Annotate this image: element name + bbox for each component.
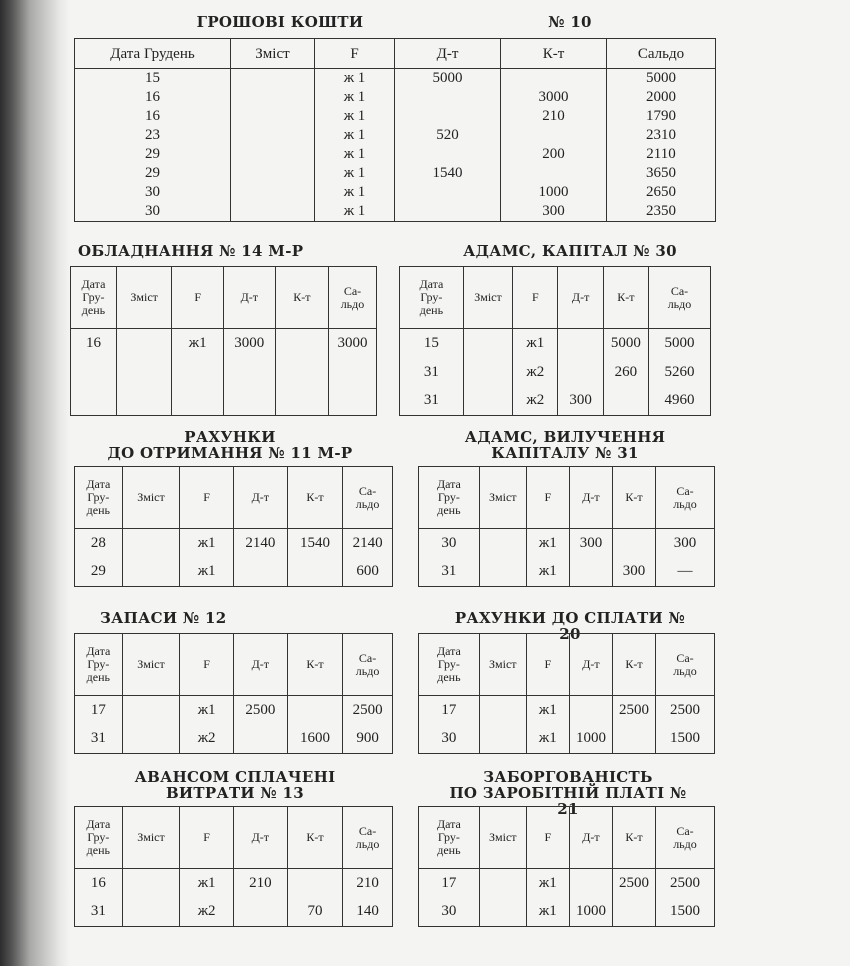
- table-row: [75, 164, 716, 183]
- table-cell: 210: [501, 107, 607, 126]
- table-cell: 31: [75, 898, 123, 927]
- table-cell: 30: [75, 183, 231, 202]
- table-cell: ж2: [180, 725, 234, 754]
- table-cell: [395, 88, 501, 107]
- table-row: [71, 329, 377, 358]
- header-cell: Д-т: [569, 807, 612, 869]
- ledger-table: [74, 466, 393, 587]
- table-cell: [231, 88, 315, 107]
- table-cell: ж 1: [315, 69, 395, 89]
- header-cell: F: [172, 267, 224, 329]
- table-cell: 1600: [287, 725, 343, 754]
- table-cell: 16: [71, 329, 117, 358]
- header-cell: К-т: [287, 634, 343, 696]
- table-cell: 2500: [656, 869, 715, 898]
- table-cell: ж 1: [315, 202, 395, 222]
- table-row: [419, 898, 715, 927]
- table-cell: [231, 126, 315, 145]
- table-cell: [223, 387, 275, 416]
- table-cell: [395, 183, 501, 202]
- table-header-row: [419, 634, 715, 696]
- table-row: [71, 387, 377, 416]
- header-cell: Дата Гру- день: [400, 267, 464, 329]
- header-cell: Зміст: [463, 267, 512, 329]
- table-cell: [501, 164, 607, 183]
- ledger-table: [399, 266, 711, 416]
- ledger-title: АВАНСОМ СПЛАЧЕНІ ВИТРАТИ № 13: [134, 768, 336, 802]
- table-header-row: [75, 39, 716, 69]
- table-cell: 2350: [607, 202, 716, 222]
- table-cell: 900: [343, 725, 393, 754]
- table-cell: [479, 696, 526, 725]
- table-header-row: [75, 467, 393, 529]
- table-cell: 16: [75, 869, 123, 898]
- table-cell: 29: [75, 164, 231, 183]
- header-cell: F: [180, 807, 234, 869]
- header-cell: К-т: [287, 467, 343, 529]
- table-cell: ж2: [513, 387, 558, 416]
- ledger-table: [418, 806, 715, 927]
- table-cell: 210: [233, 869, 287, 898]
- table-cell: 600: [343, 558, 393, 587]
- table-row: [419, 558, 715, 587]
- table-cell: 16: [75, 107, 231, 126]
- table-cell: 1500: [656, 898, 715, 927]
- table-row: [75, 529, 393, 558]
- table-cell: 300: [558, 387, 603, 416]
- table-cell: 70: [287, 898, 343, 927]
- table-cell: [231, 183, 315, 202]
- table-cell: 29: [75, 145, 231, 164]
- table-cell: 30: [419, 898, 480, 927]
- table-row: [75, 183, 716, 202]
- header-cell: Дата Грудень: [75, 39, 231, 69]
- table-cell: 5000: [649, 329, 711, 358]
- table-row: [71, 358, 377, 387]
- table-cell: 140: [343, 898, 393, 927]
- header-cell: К-т: [603, 267, 648, 329]
- header-cell: Дата Гру- день: [75, 467, 123, 529]
- table-cell: [287, 558, 343, 587]
- table-cell: [612, 725, 655, 754]
- header-cell: Зміст: [122, 807, 180, 869]
- table-cell: [231, 107, 315, 126]
- table-cell: 300: [612, 558, 655, 587]
- table-row: [419, 696, 715, 725]
- table-row: [75, 696, 393, 725]
- table-cell: 29: [75, 558, 123, 587]
- table-cell: [463, 329, 512, 358]
- table-cell: [223, 358, 275, 387]
- table-cell: [275, 387, 329, 416]
- table-cell: ж2: [513, 358, 558, 387]
- header-cell: F: [315, 39, 395, 69]
- table-cell: 31: [75, 725, 123, 754]
- header-cell: Дата Гру- день: [419, 467, 480, 529]
- table-cell: 3000: [329, 329, 377, 358]
- table-header-row: [71, 267, 377, 329]
- table-row: [75, 88, 716, 107]
- table-cell: ж1: [526, 725, 569, 754]
- header-cell: Д-т: [223, 267, 275, 329]
- table-cell: [231, 145, 315, 164]
- table-cell: [463, 387, 512, 416]
- ledger-title: ЗАБОРГОВАНІСТЬ ПО ЗАРОБІТНІЙ ПЛАТІ № 21: [449, 768, 687, 818]
- header-cell: Са- льдо: [343, 467, 393, 529]
- header-cell: F: [513, 267, 558, 329]
- header-cell: К-т: [287, 807, 343, 869]
- main-ledger-table: [74, 38, 716, 222]
- table-cell: ж1: [526, 558, 569, 587]
- ledger-title: АДАМС, ВИЛУЧЕННЯ КАПІТАЛУ № 31: [464, 428, 666, 462]
- table-cell: 31: [400, 358, 464, 387]
- table-cell: ж1: [526, 898, 569, 927]
- table-cell: ж1: [180, 558, 234, 587]
- header-cell: Д-т: [233, 807, 287, 869]
- header-cell: Са- льдо: [329, 267, 377, 329]
- table-cell: [479, 898, 526, 927]
- table-cell: [329, 387, 377, 416]
- header-cell: F: [180, 467, 234, 529]
- table-cell: [122, 529, 180, 558]
- table-cell: [122, 869, 180, 898]
- table-cell: 5000: [395, 69, 501, 89]
- header-cell: Са- льдо: [656, 807, 715, 869]
- table-cell: [612, 529, 655, 558]
- table-header-row: [419, 807, 715, 869]
- table-cell: ж 1: [315, 164, 395, 183]
- header-cell: Са- льдо: [343, 807, 393, 869]
- header-cell: Д-т: [233, 634, 287, 696]
- table-cell: [231, 164, 315, 183]
- table-cell: [275, 329, 329, 358]
- main-ledger-title: ГРОШОВІ КОШТИ: [196, 13, 364, 31]
- table-cell: [122, 558, 180, 587]
- table-cell: 31: [419, 558, 480, 587]
- table-cell: 2500: [343, 696, 393, 725]
- table-cell: [395, 202, 501, 222]
- table-cell: [479, 558, 526, 587]
- header-cell: К-т: [275, 267, 329, 329]
- header-cell: Зміст: [479, 467, 526, 529]
- header-cell: Дата Гру- день: [71, 267, 117, 329]
- header-cell: Са- льдо: [656, 467, 715, 529]
- table-cell: 16: [75, 88, 231, 107]
- table-cell: 17: [419, 696, 480, 725]
- table-cell: [71, 358, 117, 387]
- table-cell: [231, 69, 315, 89]
- header-cell: Д-т: [569, 467, 612, 529]
- table-header-row: [75, 634, 393, 696]
- table-row: [419, 529, 715, 558]
- header-cell: Зміст: [122, 467, 180, 529]
- table-cell: 1540: [287, 529, 343, 558]
- header-cell: Зміст: [479, 634, 526, 696]
- ledger-title: ЗАПАСИ № 12: [100, 609, 227, 627]
- table-cell: ж1: [180, 869, 234, 898]
- table-cell: [479, 869, 526, 898]
- header-cell: Сальдо: [607, 39, 716, 69]
- table-cell: [233, 898, 287, 927]
- table-cell: 17: [419, 869, 480, 898]
- table-cell: 1540: [395, 164, 501, 183]
- table-cell: [122, 898, 180, 927]
- table-cell: [122, 725, 180, 754]
- header-cell: К-т: [612, 467, 655, 529]
- table-cell: 30: [419, 725, 480, 754]
- table-cell: ж 1: [315, 145, 395, 164]
- table-cell: ж 1: [315, 107, 395, 126]
- header-cell: Зміст: [479, 807, 526, 869]
- ledger-table: [74, 633, 393, 754]
- table-header-row: [400, 267, 711, 329]
- table-row: [75, 898, 393, 927]
- table-cell: 2000: [607, 88, 716, 107]
- table-cell: 2140: [343, 529, 393, 558]
- header-cell: Д-т: [395, 39, 501, 69]
- table-cell: [233, 725, 287, 754]
- table-cell: [275, 358, 329, 387]
- table-row: [75, 145, 716, 164]
- table-cell: [395, 145, 501, 164]
- header-cell: Зміст: [116, 267, 172, 329]
- table-cell: 2500: [612, 869, 655, 898]
- table-cell: 2500: [656, 696, 715, 725]
- header-cell: Са- льдо: [343, 634, 393, 696]
- ledger-title: АДАМС, КАПІТАЛ № 30: [463, 242, 677, 260]
- table-cell: [479, 529, 526, 558]
- table-cell: 260: [603, 358, 648, 387]
- ledger-table: [418, 466, 715, 587]
- table-row: [400, 329, 711, 358]
- table-header-row: [75, 807, 393, 869]
- table-cell: 4960: [649, 387, 711, 416]
- table-cell: [558, 358, 603, 387]
- table-cell: 210: [343, 869, 393, 898]
- table-cell: [612, 898, 655, 927]
- table-cell: [558, 329, 603, 358]
- table-cell: [569, 869, 612, 898]
- table-row: [400, 387, 711, 416]
- table-cell: [287, 696, 343, 725]
- table-cell: [569, 558, 612, 587]
- table-cell: 1000: [569, 898, 612, 927]
- table-cell: 2310: [607, 126, 716, 145]
- table-cell: 2500: [612, 696, 655, 725]
- table-cell: ж 1: [315, 88, 395, 107]
- table-cell: 5260: [649, 358, 711, 387]
- table-cell: 15: [400, 329, 464, 358]
- table-cell: [501, 69, 607, 89]
- header-cell: Са- льдо: [656, 634, 715, 696]
- table-row: [75, 107, 716, 126]
- table-cell: ж 1: [315, 126, 395, 145]
- ledger-title: РАХУНКИ ДО СПЛАТИ № 20: [454, 609, 686, 643]
- table-cell: [172, 387, 224, 416]
- table-cell: [116, 387, 172, 416]
- table-row: [400, 358, 711, 387]
- header-cell: Зміст: [122, 634, 180, 696]
- header-cell: F: [180, 634, 234, 696]
- table-cell: 30: [75, 202, 231, 222]
- header-cell: Дата Гру- день: [419, 807, 480, 869]
- table-cell: 23: [75, 126, 231, 145]
- ledger-title: РАХУНКИ ДО ОТРИМАННЯ № 11 М-Р: [107, 428, 353, 462]
- table-cell: 3000: [223, 329, 275, 358]
- table-cell: 2110: [607, 145, 716, 164]
- table-cell: [122, 696, 180, 725]
- table-cell: [479, 725, 526, 754]
- table-cell: [329, 358, 377, 387]
- table-cell: [463, 358, 512, 387]
- table-cell: [71, 387, 117, 416]
- table-cell: 5000: [603, 329, 648, 358]
- table-cell: [395, 107, 501, 126]
- table-cell: 1000: [569, 725, 612, 754]
- page-gutter-shadow: [0, 0, 70, 966]
- table-cell: ж1: [172, 329, 224, 358]
- table-cell: [172, 358, 224, 387]
- header-cell: К-т: [612, 634, 655, 696]
- table-cell: [287, 869, 343, 898]
- ledger-table: [70, 266, 377, 416]
- table-cell: 1000: [501, 183, 607, 202]
- main-ledger-number: № 10: [548, 13, 592, 31]
- header-cell: Дата Гру- день: [75, 807, 123, 869]
- table-cell: 2500: [233, 696, 287, 725]
- table-cell: 1500: [656, 725, 715, 754]
- header-cell: К-т: [501, 39, 607, 69]
- table-row: [75, 202, 716, 222]
- table-cell: 300: [656, 529, 715, 558]
- header-cell: Зміст: [231, 39, 315, 69]
- table-cell: 3650: [607, 164, 716, 183]
- table-row: [419, 869, 715, 898]
- table-cell: ж1: [526, 869, 569, 898]
- table-cell: [603, 387, 648, 416]
- header-cell: Д-т: [569, 634, 612, 696]
- table-cell: ж2: [180, 898, 234, 927]
- header-cell: F: [526, 634, 569, 696]
- table-cell: ж1: [180, 529, 234, 558]
- table-header-row: [419, 467, 715, 529]
- table-cell: 3000: [501, 88, 607, 107]
- table-cell: 200: [501, 145, 607, 164]
- table-cell: 17: [75, 696, 123, 725]
- table-cell: ж1: [513, 329, 558, 358]
- table-cell: ж1: [526, 696, 569, 725]
- table-cell: ж1: [180, 696, 234, 725]
- header-cell: К-т: [612, 807, 655, 869]
- table-cell: ж 1: [315, 183, 395, 202]
- table-row: [75, 126, 716, 145]
- header-cell: Са- льдо: [649, 267, 711, 329]
- table-cell: 28: [75, 529, 123, 558]
- table-cell: 1790: [607, 107, 716, 126]
- ledger-title: ОБЛАДНАННЯ № 14 М-Р: [78, 242, 304, 260]
- table-row: [419, 725, 715, 754]
- table-row: [75, 69, 716, 89]
- table-cell: [116, 358, 172, 387]
- table-cell: 30: [419, 529, 480, 558]
- table-cell: 5000: [607, 69, 716, 89]
- table-cell: 300: [501, 202, 607, 222]
- table-cell: [231, 202, 315, 222]
- table-cell: 15: [75, 69, 231, 89]
- header-cell: Д-т: [233, 467, 287, 529]
- table-cell: 2140: [233, 529, 287, 558]
- header-cell: F: [526, 467, 569, 529]
- header-cell: Дата Гру- день: [75, 634, 123, 696]
- table-cell: 300: [569, 529, 612, 558]
- table-cell: 2650: [607, 183, 716, 202]
- table-cell: [501, 126, 607, 145]
- header-cell: Д-т: [558, 267, 603, 329]
- table-cell: 520: [395, 126, 501, 145]
- table-cell: [116, 329, 172, 358]
- table-row: [75, 558, 393, 587]
- table-cell: ж1: [526, 529, 569, 558]
- table-row: [75, 725, 393, 754]
- table-row: [75, 869, 393, 898]
- header-cell: Дата Гру- день: [419, 634, 480, 696]
- table-cell: 31: [400, 387, 464, 416]
- ledger-table: [74, 806, 393, 927]
- header-cell: F: [526, 807, 569, 869]
- table-cell: —: [656, 558, 715, 587]
- table-cell: [233, 558, 287, 587]
- table-cell: [569, 696, 612, 725]
- ledger-table: [418, 633, 715, 754]
